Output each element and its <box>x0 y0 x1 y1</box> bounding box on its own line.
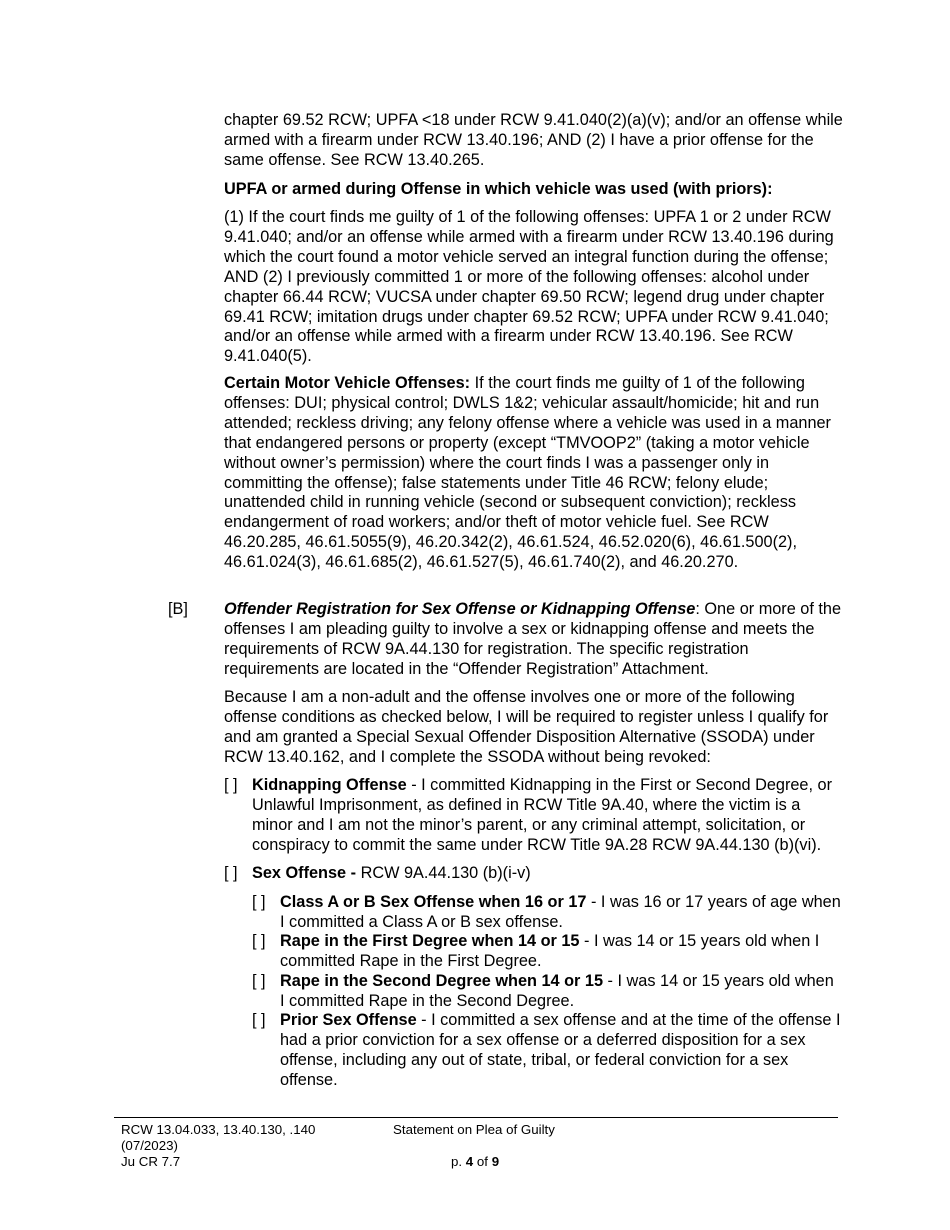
sub-item-checkbox[interactable]: [ ] <box>252 932 266 950</box>
section-b-text: : One or more of the offenses I am pleading guilty to involve a sex or kidnapping offense and meets the requirements of RCW 9A.44.130 for registration. The specific registration requirements are located in the “Offender Registration” Attachment. <box>224 600 842 678</box>
motor-vehicle-label: Certain Motor Vehicle Offenses: <box>224 374 471 392</box>
motor-vehicle-text: If the court finds me guilty of 1 of the following offenses: DUI; physical control; DWLS 1&2; vehicular assault/homicide; hit and run attended; reckless driving; any felony offense where a vehicle was used in a manner that endangered persons or property (except “TMVOOP2” (taking a motor vehicle without owner’s permission) where the court finds I was a passenger only in committing the offense); false statements under Title 46 RCW; felony elude; unattended child in running vehicle (second or subsequent conviction); reckless endangerment of road workers; and/or theft of motor vehicle fuel. See RCW 46.20.285, 46.61.5055(9), 46.20.342(2), 46.61.524, 46.52.020(6), 46.61.500(2), 46.61.024(3), 46.61.685(2), 46.61.527(5), 46.61.740(2), and 46.20.270. <box>224 374 831 572</box>
page-current: 4 <box>465 1154 474 1169</box>
sub-item-checkbox[interactable]: [ ] <box>252 1011 266 1029</box>
continued-paragraph: chapter 69.52 RCW; UPFA <18 under RCW 9.41.040(2)(a)(v); and/or an offense while armed with a firearm under RCW 13.40.196; AND (2) I have a prior offense for the same offense. See RCW 13.40.265. <box>224 111 843 169</box>
sub-item-label: Prior Sex Offense <box>280 1011 417 1029</box>
sub-item-rape-second <box>280 972 842 1012</box>
sub-item-checkbox[interactable]: [ ] <box>252 893 266 911</box>
kidnapping-label: Kidnapping Offense <box>252 776 407 794</box>
sub-item-text: - I was 14 or 15 years old when I committed Rape in the Second Degree. <box>280 972 834 1010</box>
sex-offense-label: Sex Offense - <box>252 864 357 882</box>
sex-offense-checkbox[interactable]: [ ] <box>224 864 238 882</box>
kidnapping-checkbox[interactable]: [ ] <box>224 776 238 794</box>
footer-rcw: RCW 13.04.033, 13.40.130, .140 <box>121 1122 316 1137</box>
footer-form-title: Statement on Plea of Guilty <box>393 1122 555 1137</box>
section-b-paragraph <box>224 600 844 680</box>
footer-rule-ref: Ju CR 7.7 <box>121 1154 181 1169</box>
page-total: 9 <box>491 1154 500 1169</box>
kidnapping-item <box>252 776 844 856</box>
non-adult-paragraph: Because I am a non-adult and the offense involves one or more of the following offense conditions as checked below, I will be required to register unless I qualify for and am granted a Special Sexual Offender Disposition Alternative (SSODA) under RCW 13.40.162, and I complete the SSODA without being revoked: <box>224 688 829 766</box>
sub-item-class-ab <box>280 893 842 933</box>
footer-divider <box>114 1117 838 1118</box>
footer-date: (07/2023) <box>121 1138 178 1153</box>
section-b-title: Offender Registration for Sex Offense or Kidnapping Offense <box>224 600 696 618</box>
upfa-paragraph: (1) If the court finds me guilty of 1 of the following offenses: UPFA 1 or 2 under RCW 9.41.040; and/or an offense while armed with a firearm under RCW 13.40.196 during which the court found a motor vehicle served an integral function during the offense; AND (2) I previously committed 1 or more of the following offenses: alcohol under chapter 66.44 RCW; VUCSA under chapter 69.50 RCW; legend drug under chapter 69.41 RCW; imitation drugs under chapter 69.52 RCW; UPFA under RCW 9.41.040; and/or an offense while armed with a firearm under RCW 13.40.196. See RCW 9.41.040(5). <box>224 208 834 366</box>
sub-item-label: Class A or B Sex Offense when 16 or 17 <box>280 893 587 911</box>
sub-item-checkbox[interactable]: [ ] <box>252 972 266 990</box>
page-prefix: p. <box>451 1154 466 1169</box>
page-of: of <box>473 1154 492 1169</box>
kidnapping-text: - I committed Kidnapping in the First or Second Degree, or Unlawful Imprisonment, as defined in RCW Title 9A.40, where the victim is a minor and I am not the minor’s parent, or any criminal attempt, solicitation, or conspiracy to commit the same under RCW Title 9A.28 RCW 9A.44.130 (b)(vi). <box>252 776 832 854</box>
sub-item-text: - I was 14 or 15 years old when I committed Rape in the First Degree. <box>280 932 820 970</box>
sex-offense-item <box>252 864 844 884</box>
sub-item-rape-first <box>280 932 842 972</box>
section-b-marker: [B] <box>168 600 188 618</box>
motor-vehicle-paragraph <box>224 374 844 573</box>
sub-item-text: - I committed a sex offense and at the time of the offense I had a prior conviction for a sex offense or a deferred disposition for a sex offense, including any out of state, tribal, or federal conviction for a sex offense. <box>280 1011 841 1089</box>
sub-item-prior-sex-offense <box>280 1011 842 1091</box>
footer-page-number <box>451 1154 499 1170</box>
sub-item-text: - I was 16 or 17 years of age when I committed a Class A or B sex offense. <box>280 893 841 931</box>
sex-offense-text: RCW 9A.44.130 (b)(i-v) <box>356 864 531 882</box>
upfa-heading: UPFA or armed during Offense in which vehicle was used (with priors): <box>224 180 773 198</box>
sub-item-label: Rape in the Second Degree when 14 or 15 <box>280 972 604 990</box>
sub-item-label: Rape in the First Degree when 14 or 15 <box>280 932 580 950</box>
